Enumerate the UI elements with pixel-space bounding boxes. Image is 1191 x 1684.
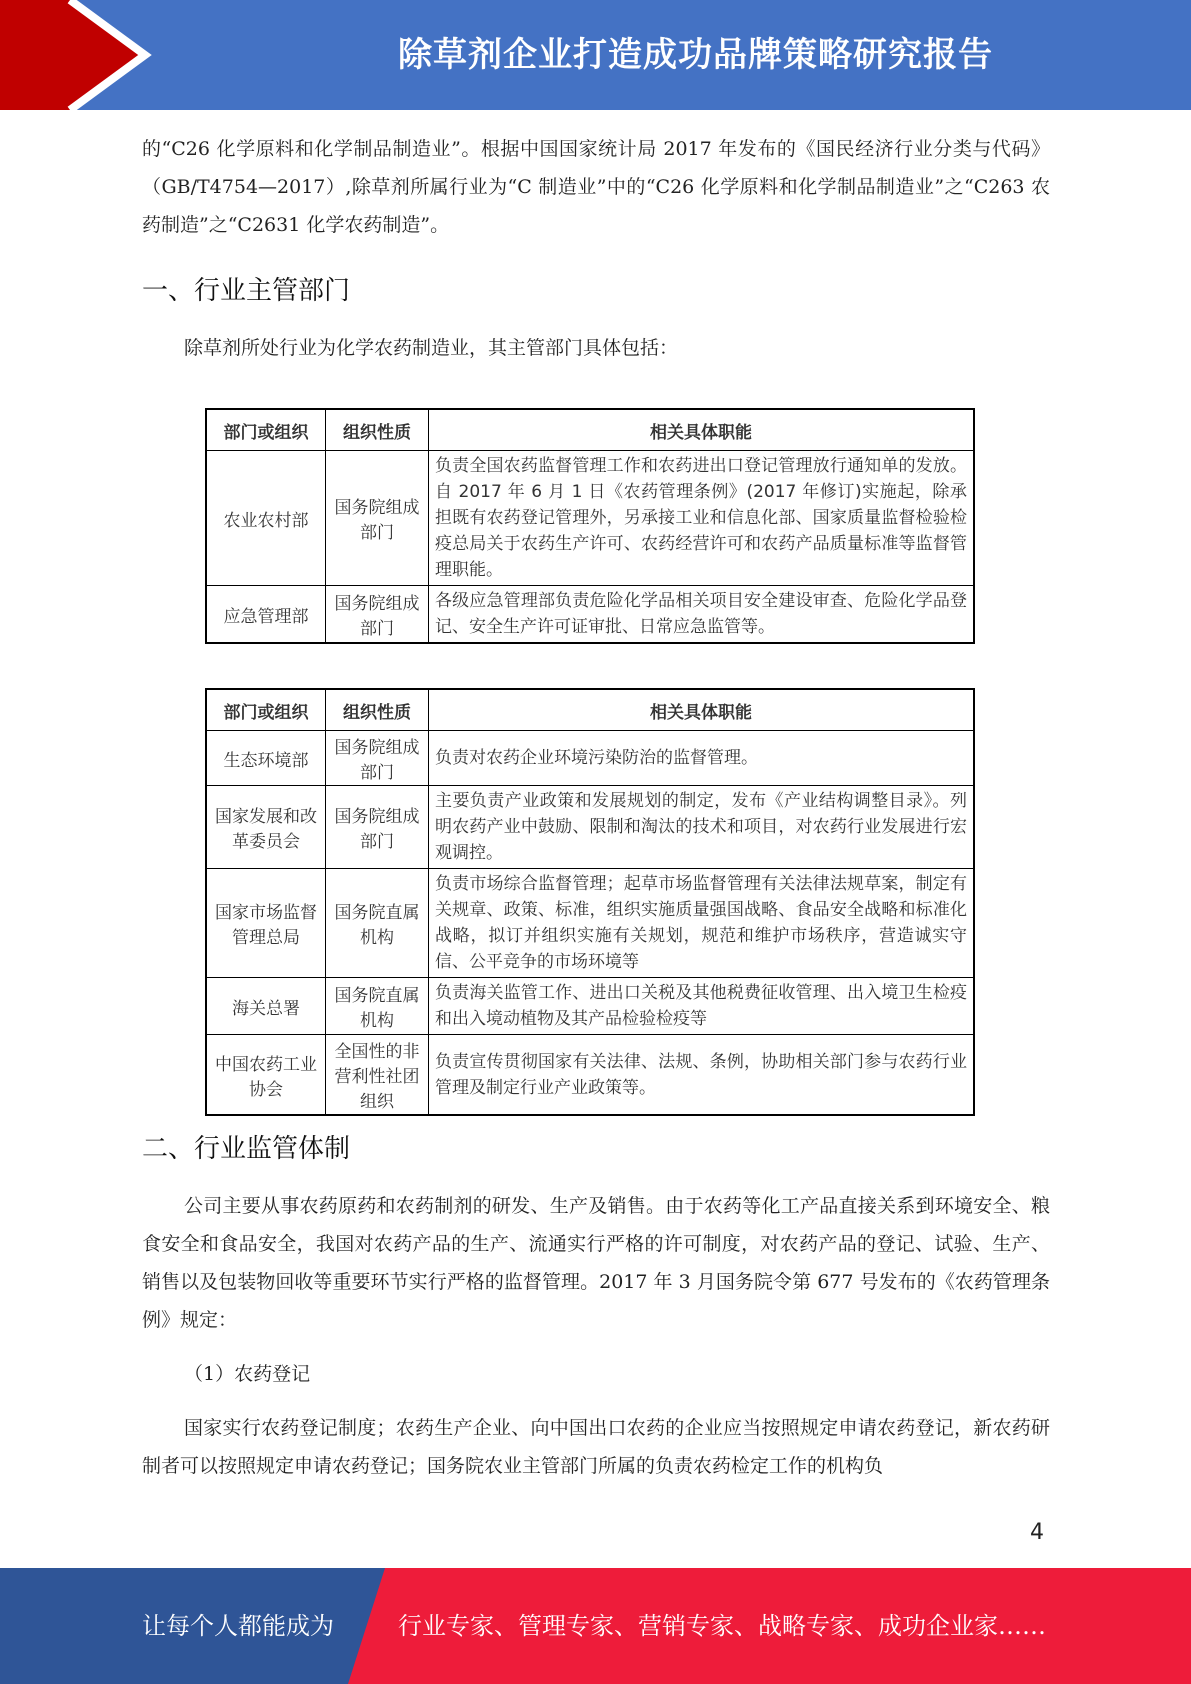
cell-duty: 负责海关监管工作、进出口关税及其他税费征收管理、出入境卫生检疫和出入境动植物及其产品检验检疫等 [429,978,975,1035]
cell-nature: 国务院组成部门 [326,451,429,586]
org-table-1 [205,408,975,644]
cell-nature: 全国性的非营利性社团组织 [326,1035,429,1116]
cell-duty: 负责对农药企业环境污染防治的监督管理。 [429,731,975,786]
cell-nature: 国务院组成部门 [326,586,429,644]
section-heading-2: 二、行业监管体制 [142,1134,351,1164]
cell-org: 生态环境部 [206,731,326,786]
cell-duty: 负责宣传贯彻国家有关法律、法规、条例，协助相关部门参与农药行业管理及制定行业产业政策等。 [429,1035,975,1116]
table-row [206,451,974,586]
cell-org: 应急管理部 [206,586,326,644]
cell-duty: 主要负责产业政策和发展规划的制定，发布《产业结构调整目录》。列明农药产业中鼓励、限制和淘汰的技术和项目，对农药行业发展进行宏观调控。 [429,786,975,869]
intro-paragraph: 的“C26 化学原料和化学制品制造业”。根据中国国家统计局 2017 年发布的《国民经济行业分类与代码》（GB/T4754—2017）,除草剂所属行业为“C 制造业”中的“C26 化学原料和化学制品制造业”之“C263 农药制造”之“C2631 化学农药制造”。 [142,138,1050,236]
sub-item-paragraph: 国家实行农药登记制度；农药生产企业、向中国出口农药的企业应当按照规定申请农药登记，新农药研制者可以按照规定申请农药登记；国务院农业主管部门所属的负责农药检定工作的机构负 [142,1417,1050,1477]
table-row [206,731,974,786]
cell-nature: 国务院直属机构 [326,869,429,978]
cell-org: 海关总署 [206,978,326,1035]
table-row [206,978,974,1035]
report-title: 除草剂企业打造成功品牌策略研究报告 [398,35,993,75]
org-table-2 [205,688,975,1116]
table-header-row [206,409,974,451]
cell-org: 农业农村部 [206,451,326,586]
header-nature: 组织性质 [326,689,429,731]
header-dept: 部门或组织 [206,409,326,451]
section1-lead: 除草剂所处行业为化学农药制造业，其主管部门具体包括： [184,337,679,359]
table-header-row [206,689,974,731]
table-row [206,586,974,644]
sub-item-heading: （1）农药登记 [184,1363,311,1385]
header-duty: 相关具体职能 [429,409,975,451]
cell-nature: 国务院直属机构 [326,978,429,1035]
cell-nature: 国务院组成部门 [326,786,429,869]
red-arrow-shape [0,0,145,110]
footer-slogan-left: 让每个人都能成为 [142,1612,334,1640]
header-nature: 组织性质 [326,409,429,451]
cell-org: 中国农药工业协会 [206,1035,326,1116]
header-dept: 部门或组织 [206,689,326,731]
footer-slogan-right: 行业专家、管理专家、营销专家、战略专家、成功企业家…… [398,1612,1046,1640]
section-2 [142,1128,1050,1485]
table-row [206,786,974,869]
header-duty: 相关具体职能 [429,689,975,731]
cell-org: 国家发展和改革委员会 [206,786,326,869]
table-row [206,869,974,978]
document-content [142,130,1050,367]
cell-duty: 负责全国农药监督管理工作和农药进出口登记管理放行通知单的发放。自 2017 年 6 月 1 日《农药管理条例》(2017 年修订)实施起，除承担既有农药登记管理外，另承接工业和信息化部、国家质量监督检验检疫总局关于农药生产许可、农药经营许可和农药产品质量标准等监督管理职能。 [429,451,975,586]
section-heading-1: 一、行业主管部门 [142,276,351,306]
table-row [206,1035,974,1116]
header-banner [0,0,1191,110]
cell-nature: 国务院组成部门 [326,731,429,786]
cell-duty: 各级应急管理部负责危险化学品相关项目安全建设审查、危险化学品登记、安全生产许可证审批、日常应急监管等。 [429,586,975,644]
section2-paragraph: 公司主要从事农药原药和农药制剂的研发、生产及销售。由于农药等化工产品直接关系到环境安全、粮食安全和食品安全，我国对农药产品的生产、流通实行严格的许可制度，对农药产品的登记、试验、生产、销售以及包装物回收等重要环节实行严格的监督管理。2017 年 3 月国务院令第 677 号发布的《农药管理条例》规定： [142,1195,1050,1331]
cell-duty: 负责市场综合监督管理；起草市场监督管理有关法律法规草案，制定有关规章、政策、标准，组织实施质量强国战略、食品安全战略和标准化战略，拟订并组织实施有关规划，规范和维护市场秩序，营造诚实守信、公平竞争的市场环境等 [429,869,975,978]
page-number: 4 [1030,1520,1044,1545]
cell-org: 国家市场监督管理总局 [206,869,326,978]
footer-banner [0,1568,1191,1684]
